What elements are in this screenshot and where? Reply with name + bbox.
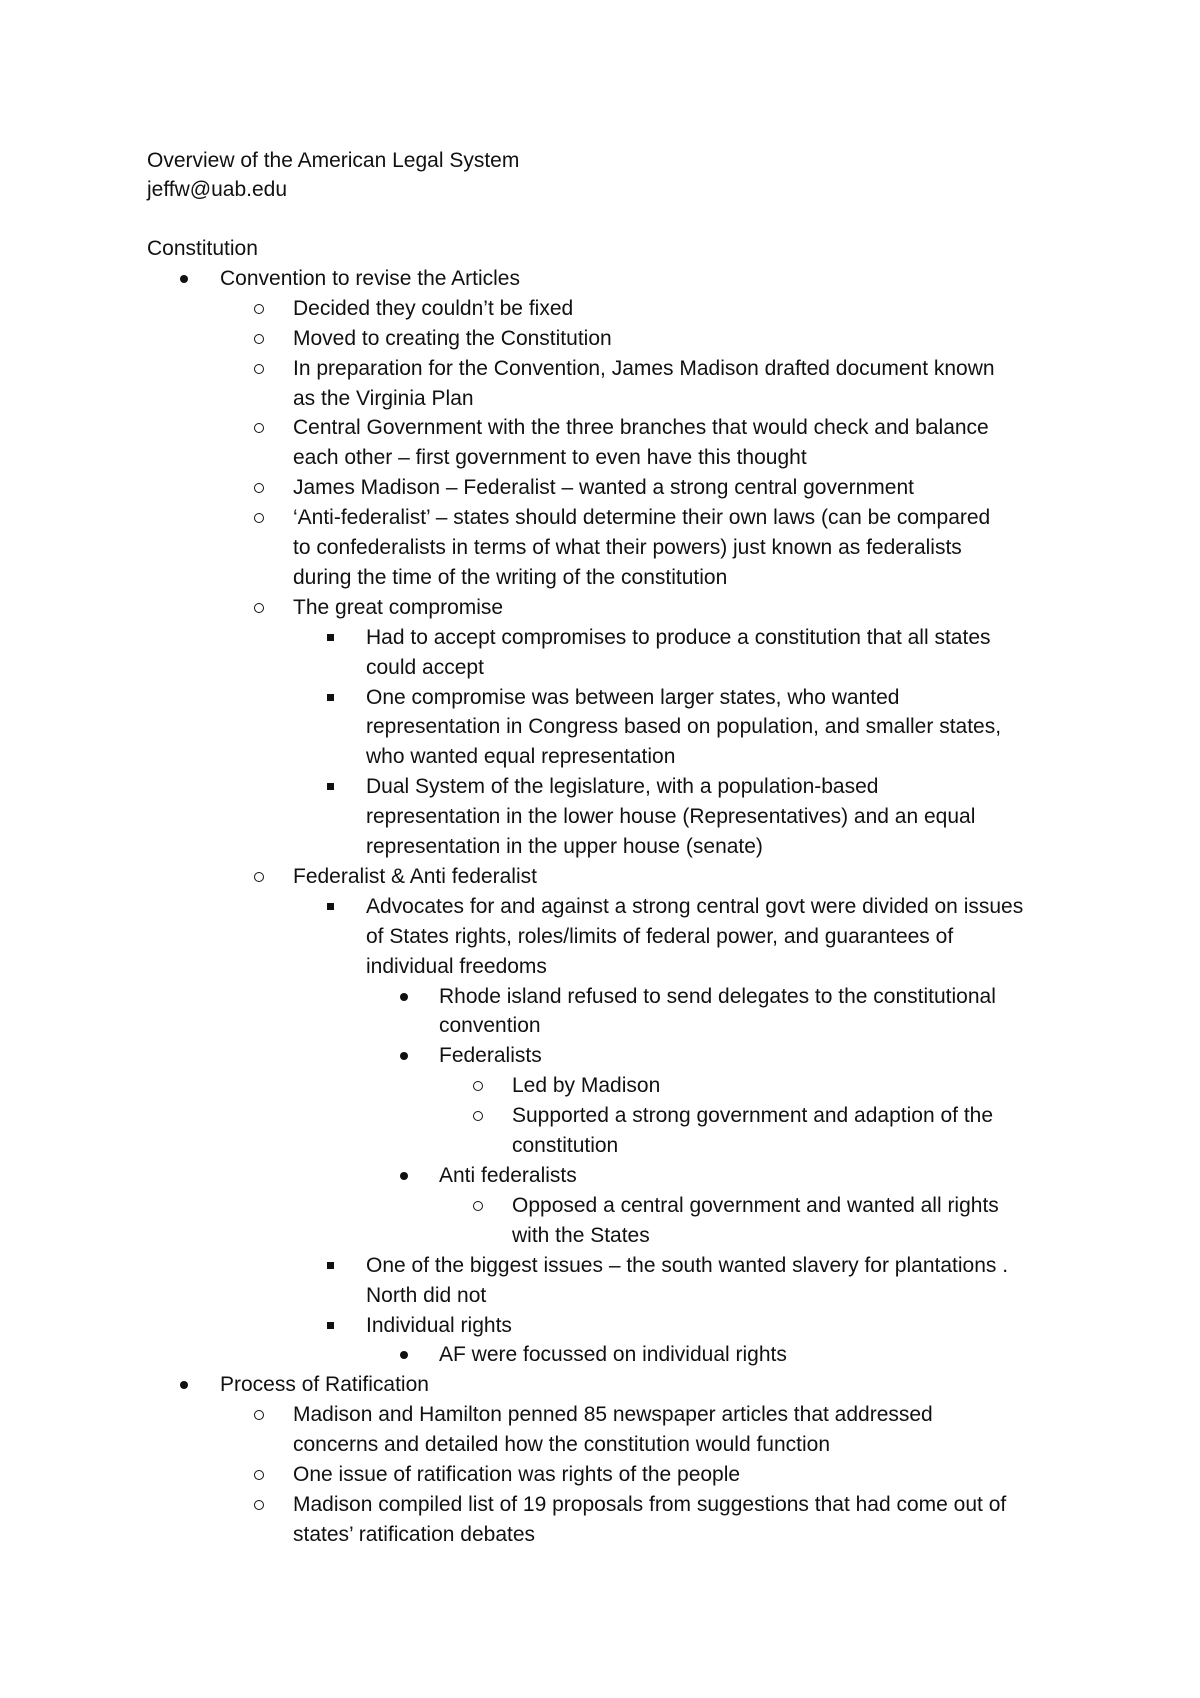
bullet-disc-icon [400,1042,408,1060]
outline-item-text: Moved to creating the Constitution [293,327,612,350]
section-heading: Constitution [147,237,258,260]
outline-item-text: In preparation for the Convention, James Madison drafted document known [293,357,995,380]
outline-item-text: could accept [366,656,484,679]
bullet-square-icon [327,684,334,701]
outline-item-text: Had to accept compromises to produce a constitution that all states [366,626,991,649]
outline-item-text: concerns and detailed how the constitution would function [293,1433,831,1456]
bullet-circle-icon [473,1102,483,1121]
outline-item-text: Rhode island refused to send delegates to the constitutional [439,985,996,1008]
bullet-square-icon [327,893,334,910]
outline-item-text: James Madison – Federalist – wanted a strong central government [293,476,914,499]
outline-item-text: One compromise was between larger states, who wanted [366,686,900,709]
bullet-disc-icon [400,1341,408,1359]
outline-item-text: Decided they couldn’t be fixed [293,297,574,320]
bullet-circle-icon [254,1461,264,1480]
bullet-disc-icon [180,265,188,283]
bullet-disc-icon [400,983,408,1001]
outline-item-text: representation in the upper house (senate) [366,835,763,858]
outline-item-text: convention [439,1014,541,1037]
bullet-square-icon [327,624,334,641]
bullet-circle-icon [254,504,264,523]
outline-item-text: to confederalists in terms of what their powers) just known as federalists [293,536,962,559]
outline-item-text: states’ ratification debates [293,1523,536,1546]
outline-item-text: representation in Congress based on population, and smaller states, [366,715,1002,738]
outline-item-text: as the Virginia Plan [293,387,474,410]
outline-item-text: Federalist & Anti federalist [293,865,537,888]
document-title: Overview of the American Legal System [147,149,520,172]
outline-item-text: Supported a strong government and adaption of the [512,1104,994,1127]
bullet-circle-icon [473,1072,483,1091]
outline-item-text: Led by Madison [512,1074,661,1097]
outline-item-text: with the States [512,1224,650,1247]
outline-item-text: of States rights, roles/limits of federal power, and guarantees of [366,925,954,948]
bullet-circle-icon [254,1491,264,1510]
outline-item-text: representation in the lower house (Representatives) and an equal [366,805,976,828]
bullet-circle-icon [254,863,264,882]
outline-item-text: each other – first government to even have this thought [293,446,807,469]
outline-item-text: North did not [366,1284,487,1307]
outline-item-text: Dual System of the legislature, with a population-based [366,775,879,798]
outline-item-text: The great compromise [293,596,504,619]
bullet-circle-icon [473,1192,483,1211]
author-email: jeffw@uab.edu [147,178,288,201]
outline-item-text: Process of Ratification [220,1373,429,1396]
outline-item-text: AF were focussed on individual rights [439,1343,787,1366]
outline-item-text: Madison compiled list of 19 proposals from suggestions that had come out of [293,1493,1007,1516]
bullet-circle-icon [254,325,264,344]
bullet-disc-icon [400,1162,408,1180]
bullet-circle-icon [254,474,264,493]
outline-item-text: Anti federalists [439,1164,577,1187]
bullet-circle-icon [254,414,264,433]
bullet-disc-icon [180,1371,188,1389]
outline-item-text: Individual rights [366,1314,512,1337]
outline-item-text: constitution [512,1134,619,1157]
outline-item-text: Federalists [439,1044,542,1067]
bullet-square-icon [327,773,334,790]
outline-item-text: who wanted equal representation [366,745,676,768]
outline-item-text: ‘Anti-federalist’ – states should determine their own laws (can be compared [293,506,991,529]
bullet-circle-icon [254,295,264,314]
bullet-circle-icon [254,355,264,374]
outline-item-text: Opposed a central government and wanted all rights [512,1194,999,1217]
bullet-square-icon [327,1312,334,1329]
bullet-circle-icon [254,1401,264,1420]
outline-item-text: Central Government with the three branches that would check and balance [293,416,989,439]
outline-item-text: One of the biggest issues – the south wanted slavery for plantations . [366,1254,1009,1277]
outline-item-text: One issue of ratification was rights of the people [293,1463,741,1486]
outline-item-text: individual freedoms [366,955,547,978]
bullet-square-icon [327,1252,334,1269]
outline-item-text: during the time of the writing of the constitution [293,566,728,589]
outline-item-text: Convention to revise the Articles [220,267,520,290]
outline-item-text: Madison and Hamilton penned 85 newspaper articles that addressed [293,1403,933,1426]
outline-item-text: Advocates for and against a strong central govt were divided on issues [366,895,1024,918]
bullet-circle-icon [254,594,264,613]
